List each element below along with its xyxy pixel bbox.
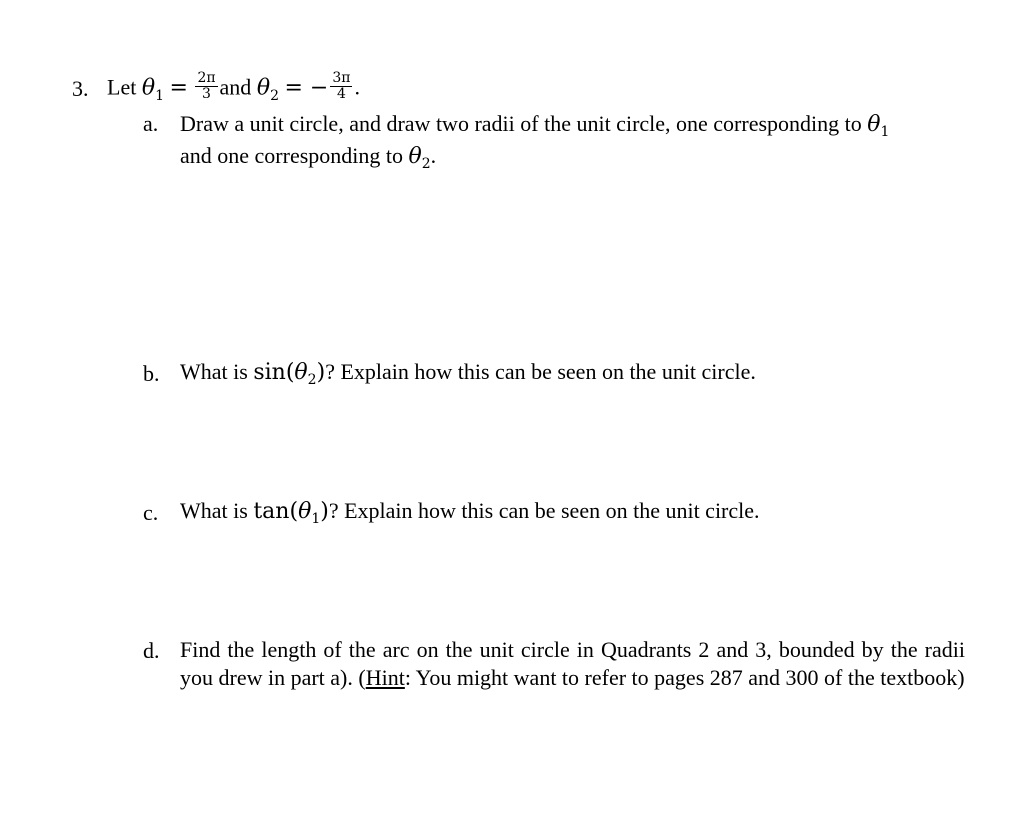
part-d-text <box>180 636 965 691</box>
equals-minus-sign: = − <box>284 75 329 101</box>
theta1-symbol: θ <box>141 75 156 101</box>
part-b-text-after: ? Explain how this can be seen on the unit circle. <box>325 359 756 384</box>
theta1-numerator: 2π <box>197 70 216 86</box>
part-b-sin-function: sin <box>253 360 286 385</box>
part-a-text-middle: and one corresponding to <box>180 142 403 168</box>
part-b-text-before: What is <box>180 359 248 384</box>
problem-intro <box>107 70 360 105</box>
part-b-theta-subscript: 2 <box>307 372 317 388</box>
theta1-fraction <box>195 71 217 102</box>
part-c-theta-subscript: 1 <box>311 511 321 527</box>
part-a-theta1-subscript: 1 <box>880 124 890 140</box>
part-c-text-after: ? Explain how this can be seen on the unit circle. <box>328 498 760 523</box>
part-c-text-before: What is <box>180 498 248 523</box>
intro-period: . <box>354 74 360 100</box>
let-word: Let <box>107 74 137 100</box>
problem-number: 3. <box>72 76 89 101</box>
part-a-text-end: . <box>430 142 437 168</box>
part-d-text-before: Find the length of the arc on the unit circle in Quadrants 2 and 3, bounded by the radii you drew in part a). ( <box>180 637 965 690</box>
part-c-label: c. <box>143 500 159 525</box>
theta1-subscript: 1 <box>155 87 164 104</box>
part-a-text-before: Draw a unit circle, and draw two radii of the unit circle, one corresponding to <box>180 111 862 136</box>
theta2-numerator: 3π <box>332 70 351 86</box>
part-a-text <box>180 110 970 173</box>
part-c-tan-function: tan <box>253 499 290 524</box>
part-a-theta2-subscript: 2 <box>421 155 431 172</box>
part-d-text-after: : You might want to refer to pages 287 and 300 of the textbook) <box>404 664 965 690</box>
part-d-label: d. <box>143 638 160 663</box>
part-a-label: a. <box>143 111 159 136</box>
and-word: and <box>219 74 252 100</box>
part-a-theta1-symbol: θ <box>867 112 881 137</box>
part-b-label: b. <box>143 361 160 386</box>
theta2-fraction <box>330 71 352 102</box>
theta2-subscript: 2 <box>270 87 279 104</box>
theta1-denominator: 3 <box>202 86 211 102</box>
part-b-close-paren: ) <box>316 360 326 385</box>
part-b-text <box>180 359 756 388</box>
theta2-denominator: 4 <box>336 86 346 102</box>
equals-sign: = <box>169 75 188 101</box>
part-d-hint-word: Hint <box>365 664 405 690</box>
part-c-text <box>180 498 760 527</box>
part-a-theta2-symbol: θ <box>408 143 422 169</box>
part-c-close-paren: ) <box>320 499 329 524</box>
theta2-symbol: θ <box>256 75 271 101</box>
part-b-open-paren: ( <box>285 360 295 385</box>
part-c-open-paren: ( <box>289 499 299 524</box>
part-b-theta-symbol: θ <box>294 360 308 385</box>
part-c-theta-symbol: θ <box>298 499 312 524</box>
